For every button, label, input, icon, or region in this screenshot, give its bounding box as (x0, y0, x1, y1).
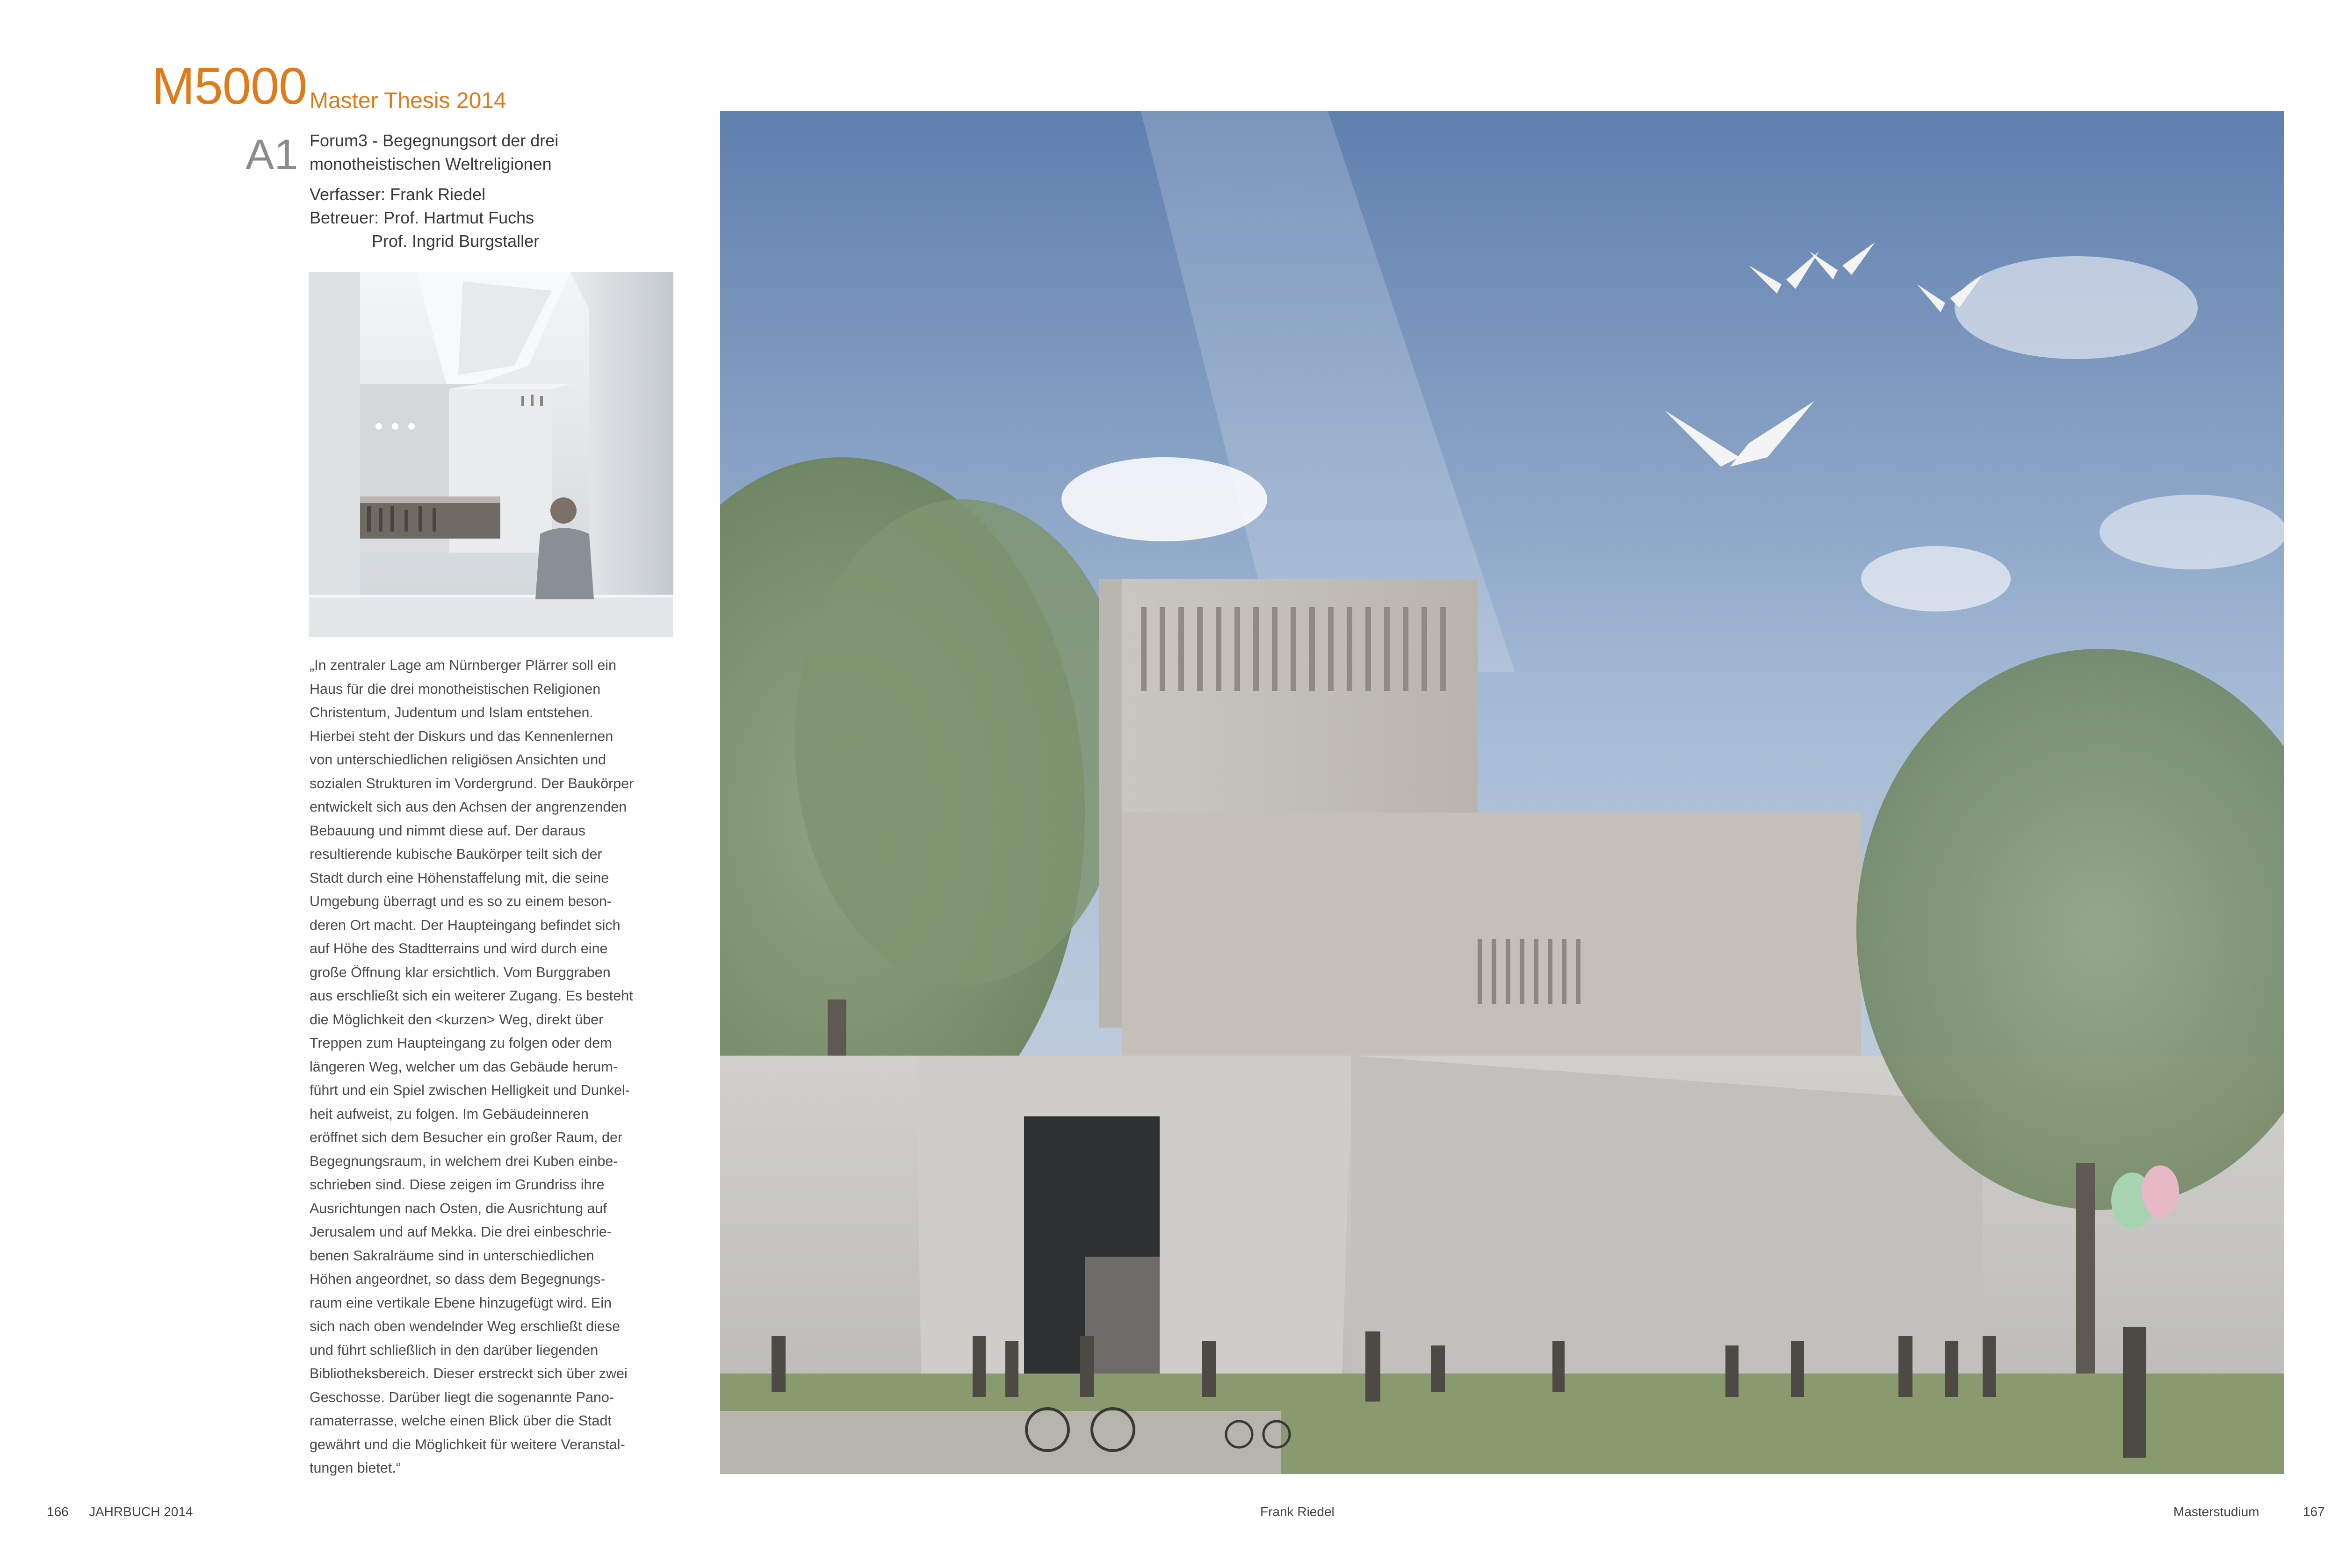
running-title-left: JAHRBUCH 2014 (89, 1504, 193, 1519)
page-number-right: 167 (2303, 1504, 2325, 1519)
description-line: große Öffnung klar ersichtlich. Vom Burggraben (310, 964, 611, 980)
running-title-right: Masterstudium (2173, 1504, 2259, 1519)
description-line: Treppen zum Haupteingang zu folgen oder dem (310, 1035, 612, 1051)
description-line: Jerusalem und auf Mekka. Die drei einbeschrie- (310, 1224, 612, 1240)
description-line: sich nach oben wendelnder Weg erschließt diese (310, 1318, 621, 1334)
description-line: Ausrichtungen nach Osten, die Ausrichtung auf (310, 1200, 607, 1216)
description-line: auf Höhe des Stadtterrains und wird durch eine (310, 941, 608, 957)
author-line: Verfasser: Frank Riedel (310, 185, 486, 204)
course-code: M5000 (152, 58, 307, 115)
description-line: Stadt durch eine Höhenstaffelung mit, die seine (310, 870, 609, 886)
project-title-line1: Forum3 - Begegnungsort der drei (310, 131, 559, 150)
description-line: heit aufweist, zu folgen. Im Gebäudeinneren (310, 1106, 589, 1122)
description-line: Höhen angeordnet, so dass dem Begegnungs- (310, 1271, 606, 1287)
description-line: deren Ort macht. Der Haupteingang befindet sich (310, 917, 621, 933)
interior-rendering (309, 272, 673, 637)
description-line: die Möglichkeit den <kurzen> Weg, direkt über (310, 1011, 604, 1028)
supervisor-line2: Prof. Ingrid Burgstaller (372, 231, 540, 251)
description-line: resultierende kubische Baukörper teilt sich der (310, 846, 602, 862)
description-line: benen Sakralräume sind in unterschiedlichen (310, 1247, 594, 1264)
thesis-label: Master Thesis 2014 (310, 88, 506, 113)
exterior-rendering (720, 111, 2284, 1474)
description-line: gewährt und die Möglichkeit für weitere Veranstal- (310, 1436, 625, 1453)
project-title-line2: monotheistischen Weltreligionen (310, 154, 552, 173)
description-line: Begegnungsraum, in welchem drei Kuben einbe- (310, 1153, 618, 1169)
description-line: aus erschließt sich ein weiterer Zugang. Es besteht (310, 988, 633, 1004)
supervisor-line1: Betreuer: Prof. Hartmut Fuchs (310, 208, 534, 227)
description-line: ramaterrasse, welche einen Blick über die Stadt (310, 1413, 612, 1429)
description-line: führt und ein Spiel zwischen Helligkeit und Dunkel- (310, 1082, 630, 1098)
description-line: und führt schließlich in den darüber liegenden (310, 1342, 599, 1358)
description-line: Bibliotheksbereich. Dieser erstreckt sich über zwei (310, 1366, 628, 1381)
description-line: längeren Weg, welcher um das Gebäude herum- (310, 1058, 618, 1075)
description-line: entwickelt sich aus den Achsen der angrenzenden (310, 799, 627, 815)
description-line: Hierbei steht der Diskurs und das Kennenlernen (310, 728, 613, 744)
award-code: A1 (245, 131, 298, 179)
description-line: sozialen Strukturen im Vordergrund. Der Baukörper (310, 775, 634, 791)
description-line: eröffnet sich dem Besucher ein großer Raum, der (310, 1129, 623, 1145)
running-author: Frank Riedel (1260, 1504, 1335, 1519)
description-line: „In zentraler Lage am Nürnberger Plärrer soll ein (310, 657, 617, 673)
description-line: Umgebung überragt und es so zu einem beson- (310, 893, 612, 909)
description-line: tungen bietet.“ (310, 1460, 401, 1476)
project-description (310, 654, 674, 1480)
page-number-left: 166 (47, 1504, 69, 1519)
description-line: von unterschiedlichen religiösen Ansichten und (310, 752, 606, 768)
description-line: raum eine vertikale Ebene hinzugefügt wird. Ein (310, 1295, 612, 1311)
description-line: Geschosse. Darüber liegt die sogenannte Pano- (310, 1389, 614, 1405)
description-line: Christentum, Judentum und Islam entstehen. (310, 705, 593, 720)
description-line: schrieben sind. Diese zeigen im Grundriss ihre (310, 1177, 605, 1193)
description-line: Haus für die drei monotheistischen Religionen (310, 681, 601, 697)
description-line: Bebauung und nimmt diese auf. Der daraus (310, 822, 586, 839)
